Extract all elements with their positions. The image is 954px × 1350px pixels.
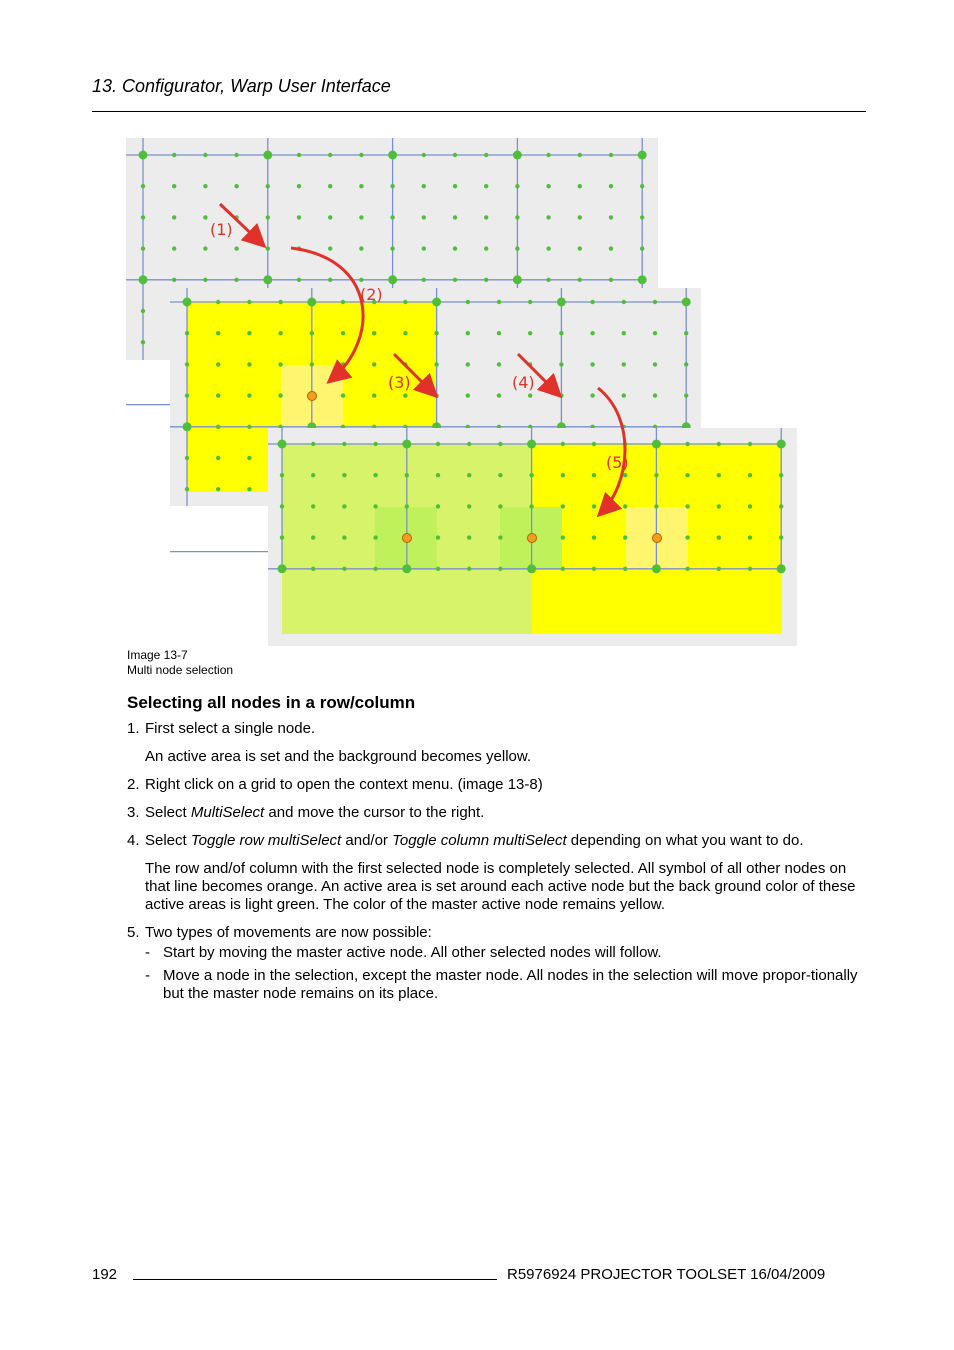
minor-node	[467, 535, 471, 539]
step-number: 1.	[127, 720, 140, 737]
minor-node	[278, 300, 282, 304]
minor-node	[328, 246, 332, 250]
minor-node	[609, 246, 613, 250]
minor-node	[436, 504, 440, 508]
minor-node	[685, 442, 689, 446]
minor-node	[592, 567, 596, 571]
figure-caption	[127, 648, 233, 678]
minor-node	[372, 331, 376, 335]
minor-node	[640, 246, 644, 250]
major-node	[183, 298, 192, 307]
minor-node	[203, 278, 207, 282]
minor-node	[203, 153, 207, 157]
major-node	[527, 564, 536, 573]
minor-node	[266, 246, 270, 250]
major-node	[139, 151, 148, 160]
minor-node	[559, 331, 563, 335]
minor-node	[422, 215, 426, 219]
minor-node	[623, 567, 627, 571]
minor-node	[311, 473, 315, 477]
minor-node	[390, 184, 394, 188]
minor-node	[216, 300, 220, 304]
minor-node	[484, 278, 488, 282]
minor-node	[278, 393, 282, 397]
step-number: 2.	[127, 776, 140, 793]
minor-node	[422, 184, 426, 188]
minor-node	[216, 487, 220, 491]
minor-node	[247, 300, 251, 304]
minor-node	[559, 362, 563, 366]
minor-node	[529, 473, 533, 477]
minor-node	[310, 362, 314, 366]
minor-node	[278, 362, 282, 366]
minor-node	[654, 473, 658, 477]
section-title: Selecting all nodes in a row/column	[127, 693, 416, 712]
minor-node	[141, 340, 145, 344]
minor-node	[592, 535, 596, 539]
minor-node	[453, 278, 457, 282]
minor-node	[247, 487, 251, 491]
minor-node	[578, 278, 582, 282]
minor-node	[422, 246, 426, 250]
minor-node	[372, 393, 376, 397]
step-5	[127, 924, 867, 942]
minor-node	[578, 215, 582, 219]
step-number: 3.	[127, 804, 140, 821]
minor-node	[185, 331, 189, 335]
minor-node	[311, 567, 315, 571]
minor-node	[609, 153, 613, 157]
major-node	[777, 564, 786, 573]
minor-node	[684, 393, 688, 397]
minor-node	[592, 504, 596, 508]
minor-node	[434, 362, 438, 366]
major-node	[432, 298, 441, 307]
step-text-pre: Select	[145, 804, 191, 821]
minor-node	[546, 278, 550, 282]
minor-node	[359, 215, 363, 219]
minor-node	[403, 393, 407, 397]
major-node	[638, 275, 647, 284]
minor-node	[622, 331, 626, 335]
callout-5: (5)	[606, 453, 629, 472]
minor-node	[779, 473, 783, 477]
major-node	[278, 564, 287, 573]
step-4-result: The row and/of column with the first selected node is completely selected. All symbol of all other nodes on that line becomes orange. An active area is set around each active node but the back ground color of these active areas is light green. The color of the master active node remains yellow.	[145, 860, 856, 913]
minor-node	[717, 473, 721, 477]
minor-node	[234, 278, 238, 282]
minor-node	[359, 184, 363, 188]
minor-node	[498, 473, 502, 477]
minor-node	[297, 278, 301, 282]
menu-item-toggle-column: Toggle column multiSelect	[392, 832, 567, 849]
minor-node	[546, 215, 550, 219]
major-node	[638, 151, 647, 160]
minor-node	[185, 487, 189, 491]
step-1	[127, 720, 867, 738]
minor-node	[466, 362, 470, 366]
callout-1: (1)	[210, 220, 233, 239]
step-text: Right click on a grid to open the context menu. (image 13-8)	[145, 776, 543, 793]
callout-2: (2)	[360, 285, 383, 304]
bullet-item	[127, 944, 867, 962]
minor-node	[653, 331, 657, 335]
major-node	[388, 151, 397, 160]
minor-node	[623, 535, 627, 539]
minor-node	[685, 535, 689, 539]
minor-node	[342, 567, 346, 571]
step-number: 4.	[127, 832, 140, 849]
minor-node	[528, 393, 532, 397]
minor-node	[216, 425, 220, 429]
minor-node	[172, 246, 176, 250]
minor-node	[247, 425, 251, 429]
minor-node	[172, 153, 176, 157]
minor-node	[328, 215, 332, 219]
minor-node	[216, 393, 220, 397]
minor-node	[141, 309, 145, 313]
minor-node	[436, 473, 440, 477]
bullet-dash: -	[145, 967, 150, 984]
minor-node	[590, 393, 594, 397]
minor-node	[529, 504, 533, 508]
minor-node	[247, 456, 251, 460]
header-rule	[92, 111, 866, 112]
minor-node	[405, 473, 409, 477]
minor-node	[578, 184, 582, 188]
minor-node	[297, 153, 301, 157]
minor-node	[216, 331, 220, 335]
major-node	[139, 275, 148, 284]
minor-node	[434, 331, 438, 335]
callout-4: (4)	[512, 373, 535, 392]
minor-node	[341, 393, 345, 397]
major-node	[513, 151, 522, 160]
minor-node	[717, 442, 721, 446]
minor-node	[684, 362, 688, 366]
minor-node	[590, 331, 594, 335]
minor-node	[497, 300, 501, 304]
step-2	[127, 776, 867, 794]
minor-node	[685, 567, 689, 571]
major-node	[183, 422, 192, 431]
step-text-post: and move the cursor to the right.	[264, 804, 485, 821]
minor-node	[436, 567, 440, 571]
minor-node	[311, 442, 315, 446]
step-number: 5.	[127, 924, 140, 941]
minor-node	[266, 215, 270, 219]
minor-node	[203, 184, 207, 188]
minor-node	[372, 362, 376, 366]
minor-node	[498, 535, 502, 539]
minor-node	[436, 442, 440, 446]
minor-node	[203, 246, 207, 250]
minor-node	[748, 535, 752, 539]
minor-node	[467, 567, 471, 571]
bullet-dash: -	[145, 944, 150, 961]
minor-node	[578, 246, 582, 250]
minor-node	[484, 153, 488, 157]
minor-node	[497, 331, 501, 335]
major-node	[402, 440, 411, 449]
major-node	[263, 151, 272, 160]
minor-node	[280, 535, 284, 539]
minor-node	[717, 567, 721, 571]
minor-node	[373, 473, 377, 477]
minor-node	[172, 215, 176, 219]
minor-node	[684, 331, 688, 335]
minor-node	[622, 300, 626, 304]
minor-node	[623, 473, 627, 477]
minor-node	[685, 504, 689, 508]
chapter-header: 13. Configurator, Warp User Interface	[92, 76, 391, 96]
major-node	[513, 275, 522, 284]
master-node	[308, 392, 317, 401]
minor-node	[216, 456, 220, 460]
minor-node	[498, 442, 502, 446]
minor-node	[466, 331, 470, 335]
step-text: First select a single node.	[145, 720, 316, 737]
minor-node	[172, 184, 176, 188]
minor-node	[403, 331, 407, 335]
caption-text: Multi node selection	[127, 663, 234, 677]
minor-node	[342, 504, 346, 508]
minor-node	[266, 184, 270, 188]
minor-node	[622, 393, 626, 397]
major-node	[652, 440, 661, 449]
minor-node	[653, 362, 657, 366]
minor-node	[141, 184, 145, 188]
minor-node	[515, 184, 519, 188]
major-node	[307, 298, 316, 307]
minor-node	[623, 504, 627, 508]
minor-node	[528, 300, 532, 304]
minor-node	[484, 184, 488, 188]
document-info: R5976924 PROJECTOR TOOLSET 16/04/2009	[507, 1266, 826, 1283]
minor-node	[297, 184, 301, 188]
minor-node	[390, 215, 394, 219]
minor-node	[216, 362, 220, 366]
minor-node	[359, 278, 363, 282]
caption-number: Image 13-7	[127, 648, 188, 662]
minor-node	[653, 393, 657, 397]
minor-node	[234, 184, 238, 188]
minor-node	[561, 504, 565, 508]
bullet-item	[127, 967, 867, 1003]
minor-node	[247, 362, 251, 366]
minor-node	[748, 442, 752, 446]
menu-item-toggle-row: Toggle row multiSelect	[190, 832, 342, 849]
minor-node	[436, 535, 440, 539]
major-node	[388, 275, 397, 284]
minor-node	[373, 504, 377, 508]
minor-node	[453, 215, 457, 219]
minor-node	[497, 362, 501, 366]
minor-node	[453, 246, 457, 250]
minor-node	[342, 535, 346, 539]
major-node	[402, 564, 411, 573]
minor-node	[559, 393, 563, 397]
minor-node	[779, 504, 783, 508]
minor-node	[467, 504, 471, 508]
minor-node	[609, 278, 613, 282]
minor-node	[373, 442, 377, 446]
step-text-pre: Select	[145, 832, 191, 849]
minor-node	[278, 331, 282, 335]
minor-node	[717, 504, 721, 508]
major-node	[527, 440, 536, 449]
minor-node	[172, 278, 176, 282]
minor-node	[328, 153, 332, 157]
minor-node	[484, 215, 488, 219]
minor-node	[685, 473, 689, 477]
major-node	[557, 298, 566, 307]
minor-node	[359, 246, 363, 250]
bullet-text: Start by moving the master active node. All other selected nodes will follow.	[163, 944, 662, 961]
minor-node	[434, 393, 438, 397]
procedure-body	[127, 720, 867, 1003]
minor-node	[328, 278, 332, 282]
step-text: Two types of movements are now possible:	[145, 924, 432, 941]
step-1-result: An active area is set and the background becomes yellow.	[145, 748, 532, 765]
minor-node	[403, 300, 407, 304]
minor-node	[453, 184, 457, 188]
minor-node	[654, 504, 658, 508]
minor-node	[748, 504, 752, 508]
minor-node	[466, 300, 470, 304]
minor-node	[328, 184, 332, 188]
minor-node	[640, 184, 644, 188]
minor-node	[453, 153, 457, 157]
minor-node	[561, 442, 565, 446]
major-node	[278, 440, 287, 449]
minor-node	[717, 535, 721, 539]
minor-node	[779, 535, 783, 539]
minor-node	[297, 215, 301, 219]
selected-node	[528, 534, 537, 543]
minor-node	[484, 246, 488, 250]
minor-node	[561, 567, 565, 571]
multi-node-selection-figure	[126, 138, 797, 646]
minor-node	[185, 393, 189, 397]
minor-node	[280, 504, 284, 508]
minor-node	[247, 331, 251, 335]
minor-node	[390, 246, 394, 250]
minor-node	[546, 153, 550, 157]
minor-node	[498, 567, 502, 571]
minor-node	[622, 362, 626, 366]
minor-node	[405, 504, 409, 508]
minor-node	[497, 393, 501, 397]
minor-node	[185, 456, 189, 460]
minor-node	[422, 153, 426, 157]
step-text-mid: and/or	[341, 832, 393, 849]
minor-node	[590, 362, 594, 366]
minor-node	[640, 215, 644, 219]
step-text-post: depending on what you want to do.	[566, 832, 804, 849]
step-4	[127, 832, 867, 850]
minor-node	[546, 184, 550, 188]
minor-node	[515, 215, 519, 219]
minor-node	[342, 442, 346, 446]
minor-node	[561, 535, 565, 539]
minor-node	[609, 184, 613, 188]
figure-canvas	[126, 138, 797, 646]
minor-node	[310, 331, 314, 335]
minor-node	[311, 535, 315, 539]
callout-3: (3)	[388, 373, 411, 392]
minor-node	[466, 393, 470, 397]
minor-node	[467, 473, 471, 477]
minor-node	[546, 246, 550, 250]
minor-node	[185, 362, 189, 366]
selected-node	[403, 534, 412, 543]
minor-node	[342, 473, 346, 477]
minor-node	[578, 153, 582, 157]
major-node	[263, 275, 272, 284]
minor-node	[748, 567, 752, 571]
minor-node	[203, 215, 207, 219]
minor-node	[592, 473, 596, 477]
minor-node	[467, 442, 471, 446]
minor-node	[498, 504, 502, 508]
major-node	[682, 298, 691, 307]
major-node	[777, 440, 786, 449]
minor-node	[247, 393, 251, 397]
minor-node	[141, 246, 145, 250]
master-node	[653, 534, 662, 543]
major-node	[652, 564, 661, 573]
minor-node	[561, 473, 565, 477]
minor-node	[373, 567, 377, 571]
page-number: 192	[92, 1266, 118, 1283]
bullet-text: Move a node in the selection, except the master node. All nodes in the selection will move propor-tionally but the master node remains on its place.	[163, 967, 858, 1002]
minor-node	[422, 278, 426, 282]
minor-node	[592, 442, 596, 446]
minor-node	[590, 300, 594, 304]
minor-node	[141, 215, 145, 219]
minor-node	[311, 504, 315, 508]
minor-node	[359, 153, 363, 157]
minor-node	[341, 300, 345, 304]
minor-node	[373, 535, 377, 539]
minor-node	[234, 153, 238, 157]
minor-node	[528, 331, 532, 335]
minor-node	[515, 246, 519, 250]
minor-node	[341, 331, 345, 335]
step-3	[127, 804, 867, 822]
minor-node	[280, 473, 284, 477]
minor-node	[609, 215, 613, 219]
menu-item-multiselect: MultiSelect	[190, 804, 265, 821]
minor-node	[234, 246, 238, 250]
minor-node	[653, 300, 657, 304]
grid-panel-3	[268, 428, 797, 646]
minor-node	[748, 473, 752, 477]
footer-rule	[133, 1279, 497, 1280]
